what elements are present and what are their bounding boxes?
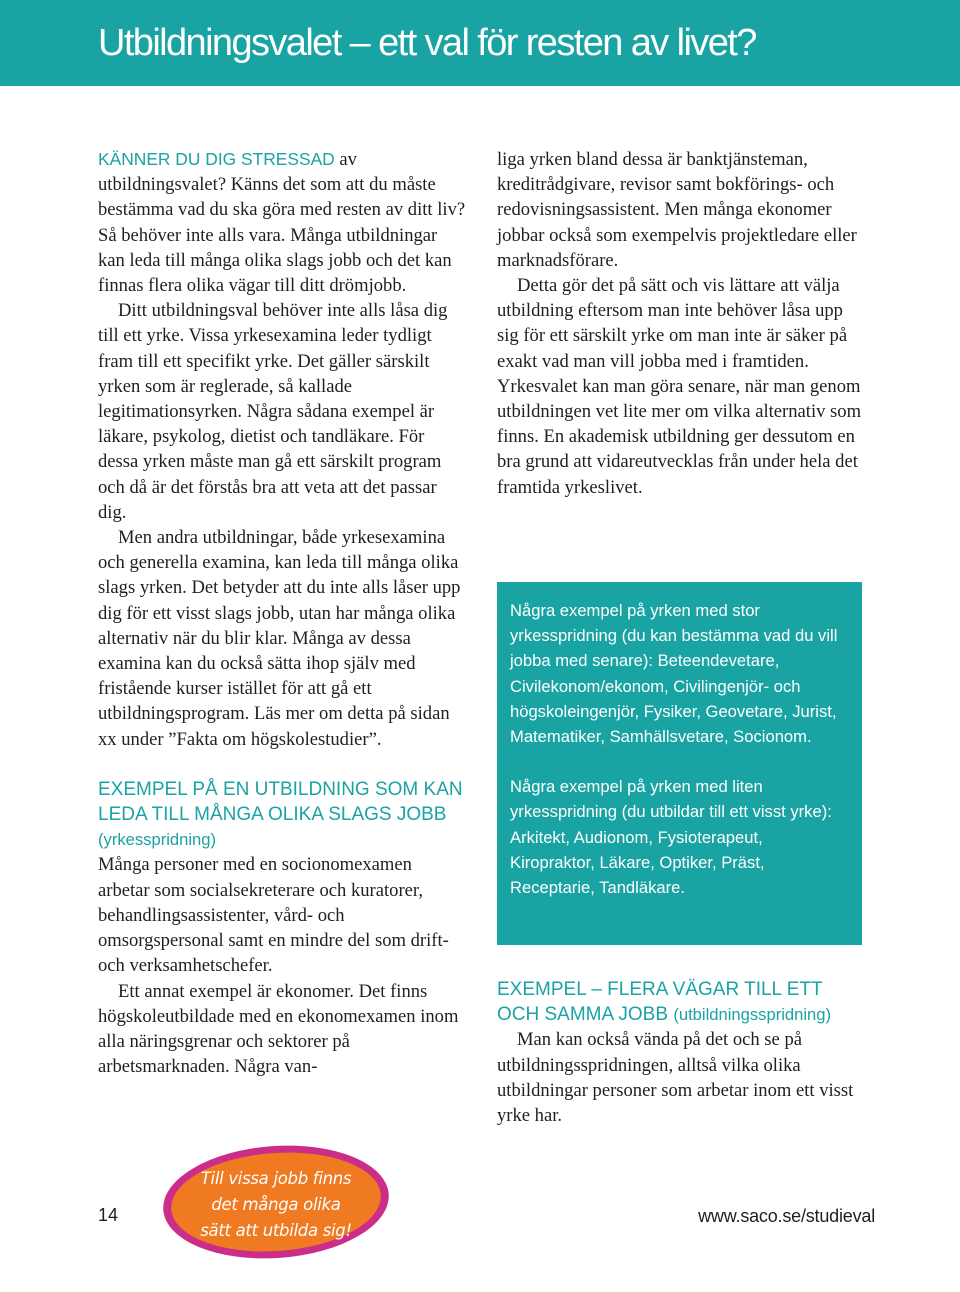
intro-lead: KÄNNER DU DIG STRESSAD	[98, 149, 335, 169]
paragraph: liga yrken bland dessa är banktjänsteman, kreditrådgivare, revisor samt bokförings- och redovisningsassistent. Men många ekonomer jobbar också som exempelvis projektledare eller marknadsförare.	[497, 149, 857, 271]
box-paragraph: Några exempel på yrken med stor yrkesspridning (du kan bestämma vad du vill jobba med senare): Beteendevetare, Civilekonom/ekonom, Civilingenjör- och högskoleingenjör, Fysiker, Geovetare, Jurist, Matematiker, Samhällsvetare, Socionom.	[510, 601, 838, 747]
paragraph: Men andra utbildningar, både yrkesexamina och generella examina, kan leda till många olika slags yrken. Det betyder att du inte alls låser upp dig för ett visst slags jobb, utan har många olika alternativ när du blir klar. Många av dessa examina kan du också sätta ihop själv med fristående kurser istället för att gå ett utbildningsprogram. Läs mer om detta på sidan xx under ”Fakta om högskolestudier”.	[98, 527, 461, 750]
paragraph: Ditt utbildningsval behöver inte alls låsa dig till ett yrke. Vissa yrkesexamina leder tydligt fram till ett specifikt yrke. Det gäller särskilt yrken som är reglerade, så kallade legitimationsyrken. Några sådana exempel är läkare, psykolog, dietist och tandläkare. För dessa yrken måste man gå ett särskilt program och då är det förstås bra att veta att det passar dig.	[98, 300, 448, 523]
badge-text: Till vissa jobb finns det många olika sätt att utbilda sig!	[200, 1169, 352, 1240]
right-column	[497, 147, 865, 500]
page-number: 14	[98, 1205, 119, 1225]
box-paragraph: Några exempel på yrken med liten yrkesspridning (du utbildar till ett visst yrke): Arkitekt, Audionom, Fysioterapeut, Kiropraktor, Läkare, Optiker, Präst, Receptarie, Tandläkare.	[510, 777, 832, 898]
section-heading-sub: (utbildningsspridning)	[673, 1005, 832, 1025]
examples-box	[497, 582, 862, 945]
paragraph: Ett annat exempel är ekonomer. Det finns högskoleutbildade med en ekonomexamen inom alla näringsgrenar och sektorer på arbetsmarknaden. Några van-	[98, 980, 459, 1078]
page-title: Utbildningsvalet – ett val för resten av livet?	[98, 22, 756, 64]
paragraph-intro: KÄNNER DU DIG STRESSAD av utbildningsvalet? Känns det som att du måste bestämma vad du ska göra med resten av ditt liv? Så behöver inte alls vara. Många utbildningar kan leda till många olika slags jobb och det kan finnas flera olika vägar till ditt drömjobb.	[98, 149, 466, 297]
footer-url: www.saco.se/studieval	[698, 1206, 875, 1226]
section-heading-utbildningsspridning: EXEMPEL – FLERA VÄGAR TILL ETT OCH SAMMA JOBB (utbildningsspridning)	[497, 979, 832, 1026]
paragraph: Många personer med en socionomexamen arbetar som socialsekreterare och kuratorer, behandlingsassistenter, vård- och omsorgspersonal samt en mindre del som drift- och verksamhetschefer.	[98, 854, 449, 977]
paragraph: Detta gör det på sätt och vis lättare att välja utbildning eftersom man inte behöver låsa upp sig för ett särskilt yrke om man inte är säker på exakt vad man vill jobba med i framtiden. Yrkesvalet kan man göra senare, när man genom utbildningen vet lite mer om vilka alternativ som finns. En akademisk utbildning ger dessutom en bra grund att vidareutvecklas från under hela det framtida yrkeslivet.	[497, 275, 862, 498]
right-column-lower	[497, 977, 865, 1128]
left-column	[98, 147, 468, 1079]
section-heading-yrkesspridning: EXEMPEL PÅ EN UTBILDNING SOM KAN LEDA TILL MÅNGA OLIKA SLAGS JOBB (yrkesspridning)	[98, 778, 463, 850]
page-header	[0, 0, 960, 86]
section-heading-sub: (yrkesspridning)	[98, 830, 217, 850]
paragraph: Man kan också vända på det och se på utbildningsspridningen, alltså vilka olika utbildningar personer som arbetar inom ett visst yrke har.	[497, 1029, 854, 1127]
callout-badge	[158, 1140, 394, 1264]
